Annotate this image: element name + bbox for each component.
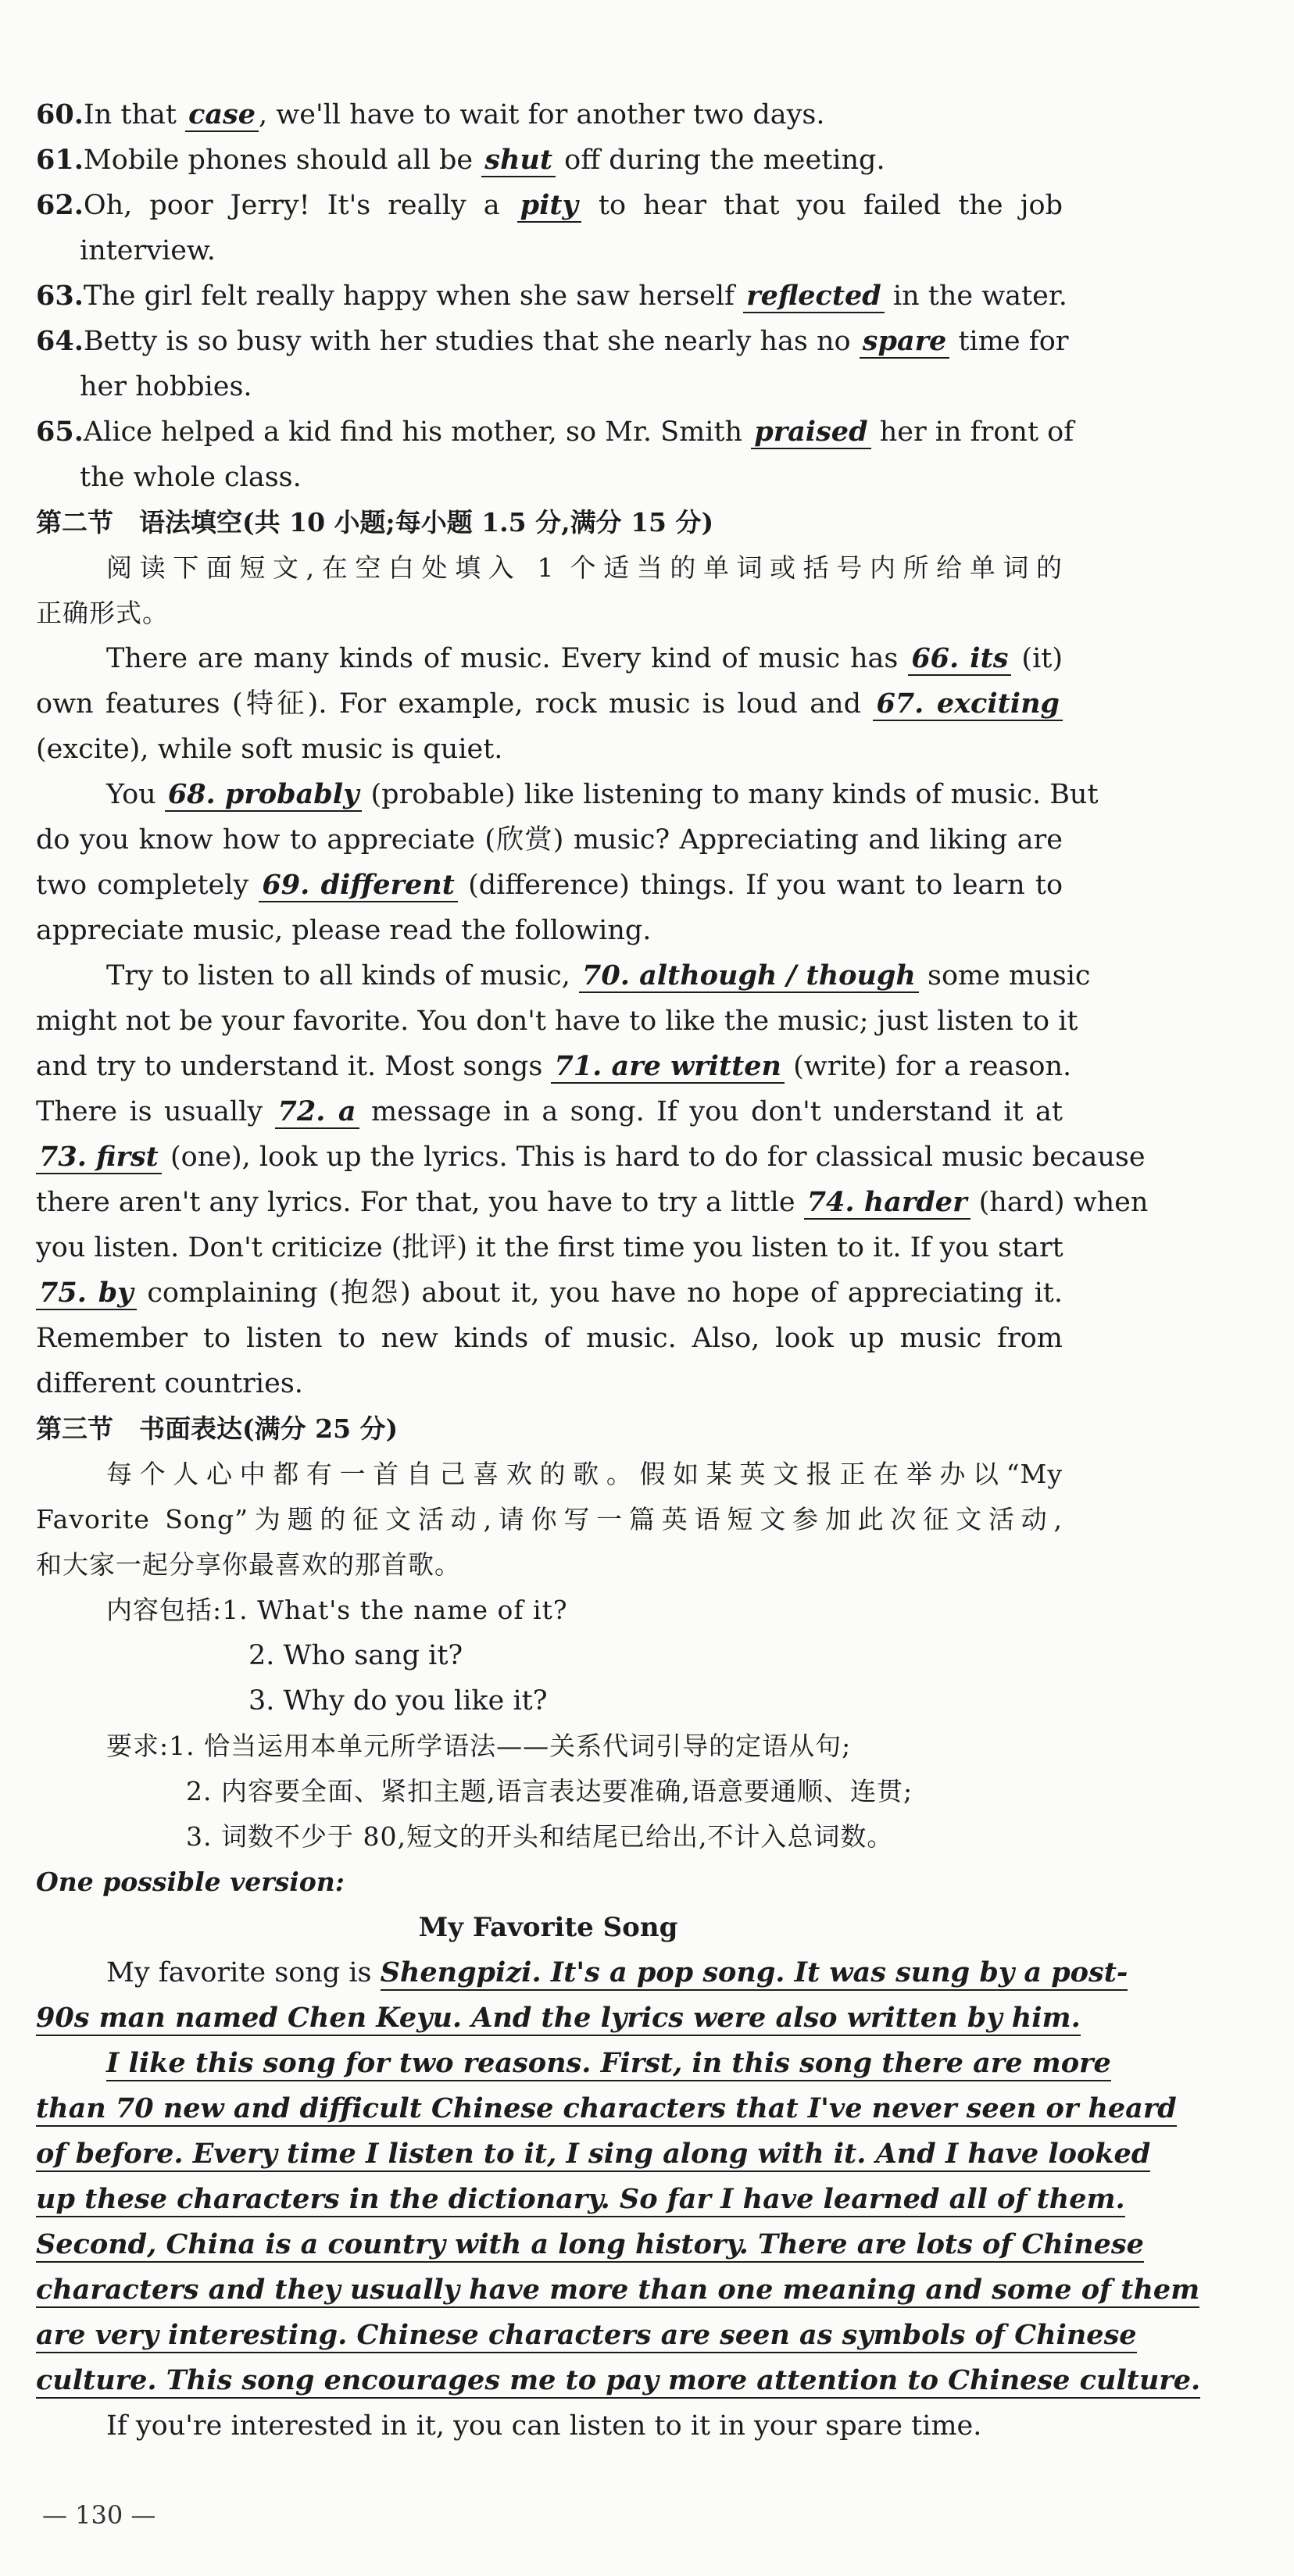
passage-line: (excite), while soft music is quiet. (36, 734, 503, 765)
question-60: 60.In that case , we'll have to wait for another two days. (36, 98, 825, 130)
question-61: 61.Mobile phones should all be shut off during the meeting. (36, 144, 885, 176)
essay-line: than 70 new and difficult Chinese characters that I've never seen or heard (36, 2088, 1063, 2129)
answer-70: 70. although / though (579, 959, 919, 993)
answer-66: 66. its (908, 642, 1011, 676)
essay-title: My Favorite Song (418, 1912, 678, 1943)
passage-line: There is usually 72. a message in a song. If you don't understand it at (36, 1095, 1063, 1127)
essay-line: up these characters in the dictionary. So far I have learned all of them. (36, 2179, 1063, 2220)
passage-line: 73. first (one), look up the lyrics. This is hard to do for classical music because (36, 1137, 1063, 1177)
passage-line: different countries. (36, 1368, 303, 1399)
section-2-instruction: 阅读下面短文,在空白处填入 1 个适当的单词或括号内所给单词的 (106, 552, 1063, 583)
answer-67: 67. exciting (873, 688, 1063, 721)
section-3-prompt: 每个人心中都有一首自己喜欢的歌。假如某英文报正在举办以“My (106, 1459, 1063, 1489)
essay-line: of before. Every time I listen to it, I sing along with it. And I have looked (36, 2134, 1063, 2174)
answer-72: 72. a (275, 1095, 359, 1129)
essay-ending: If you're interested in it, you can listen to it in your spare time. (106, 2410, 982, 2442)
section-3-prompt: 和大家一起分享你最喜欢的那首歌。 (36, 1549, 461, 1580)
essay-line: are very interesting. Chinese characters are seen as symbols of Chinese (36, 2315, 1063, 2356)
passage-line: two completely 69. different (difference) things. If you want to learn to (36, 869, 1063, 901)
possible-version-label: One possible version: (36, 1867, 345, 1897)
passage-line: you listen. Don't criticize (批评) it the first time you listen to it. If you start (36, 1232, 1063, 1263)
answer-75: 75. by (36, 1277, 137, 1310)
passage-line: appreciate music, please read the following. (36, 915, 652, 946)
requirement-3: 3. 词数不少于 80,短文的开头和结尾已给出,不计入总词数。 (186, 1821, 894, 1852)
answer-64: spare (860, 325, 950, 359)
answer-62: pity (517, 189, 581, 223)
essay-line: characters and they usually have more than one meaning and some of them (36, 2270, 1063, 2310)
question-62: 62.Oh, poor Jerry! It's really a pity to hear that you failed the job (36, 189, 1063, 221)
question-62-continued: interview. (80, 235, 216, 266)
section-2-instruction-cont: 正确形式。 (36, 598, 169, 628)
section-2-heading: 第二节 语法填空(共 10 小题;每小题 1.5 分,满分 15 分) (36, 507, 714, 538)
passage-line: Try to listen to all kinds of music, 70. although / though some music (106, 959, 1091, 991)
passage-line: Remember to listen to new kinds of music. Also, look up music from (36, 1323, 1063, 1354)
requirement-1: 要求:1. 恰当运用本单元所学语法——关系代词引导的定语从句; (106, 1731, 852, 1761)
answer-63: reflected (743, 280, 885, 313)
essay-line: culture. This song encourages me to pay more attention to Chinese culture. (36, 2360, 1063, 2401)
answer-69: 69. different (259, 869, 457, 902)
passage-line: do you know how to appreciate (欣赏) music? Appreciating and liking are (36, 824, 1063, 856)
question-64-continued: her hobbies. (80, 371, 252, 402)
question-65-continued: the whole class. (80, 462, 302, 493)
content-item-3: 3. Why do you like it? (248, 1685, 548, 1717)
answer-71: 71. are written (551, 1050, 785, 1084)
answer-60: case (185, 98, 259, 132)
page-number: — 130 — (42, 2500, 156, 2530)
passage-line: might not be your favorite. You don't have to like the music; just listen to it (36, 1006, 1078, 1037)
passage-line: There are many kinds of music. Every kind of music has 66. its (it) (106, 642, 1063, 674)
passage-line: there aren't any lyrics. For that, you have to try a little 74. harder (hard) when (36, 1186, 1149, 1218)
content-item-2: 2. Who sang it? (248, 1640, 463, 1671)
question-63: 63.The girl felt really happy when she saw herself reflected in the water. (36, 280, 1067, 312)
passage-line: You 68. probably (probable) like listening to many kinds of music. But (106, 778, 1099, 810)
answer-65: praised (751, 416, 870, 449)
question-64: 64.Betty is so busy with her studies that she nearly has no spare time for (36, 325, 1069, 357)
question-65: 65.Alice helped a kid find his mother, so Mr. Smith praised her in front of (36, 416, 1074, 448)
passage-line: and try to understand it. Most songs 71. are written (write) for a reason. (36, 1050, 1072, 1082)
content-item-1: 内容包括:1. What's the name of it? (106, 1595, 568, 1625)
passage-line: own features (特征). For example, rock music is loud and 67. exciting (36, 684, 1063, 724)
answer-73: 73. first (36, 1141, 162, 1174)
essay-line: Second, China is a country with a long history. There are lots of Chinese (36, 2224, 1063, 2265)
answer-61: shut (481, 144, 556, 177)
requirement-2: 2. 内容要全面、紧扣主题,语言表达要准确,语意要通顺、连贯; (186, 1776, 913, 1806)
passage-line: 75. by complaining (抱怨) about it, you have no hope of appreciating it. (36, 1273, 1063, 1313)
essay-line: My favorite song is Shengpizi. It's a pop song. It was sung by a post- (106, 1953, 1063, 1993)
section-3-heading: 第三节 书面表达(满分 25 分) (36, 1413, 399, 1444)
answer-74: 74. harder (804, 1186, 970, 1220)
answer-68: 68. probably (165, 778, 363, 812)
section-3-prompt: Favorite Song”为题的征文活动,请你写一篇英语短文参加此次征文活动, (36, 1504, 1063, 1535)
essay-line: I like this song for two reasons. First, in this song there are more (106, 2043, 1063, 2084)
essay-line: 90s man named Chen Keyu. And the lyrics were also written by him. (36, 1998, 1081, 2038)
